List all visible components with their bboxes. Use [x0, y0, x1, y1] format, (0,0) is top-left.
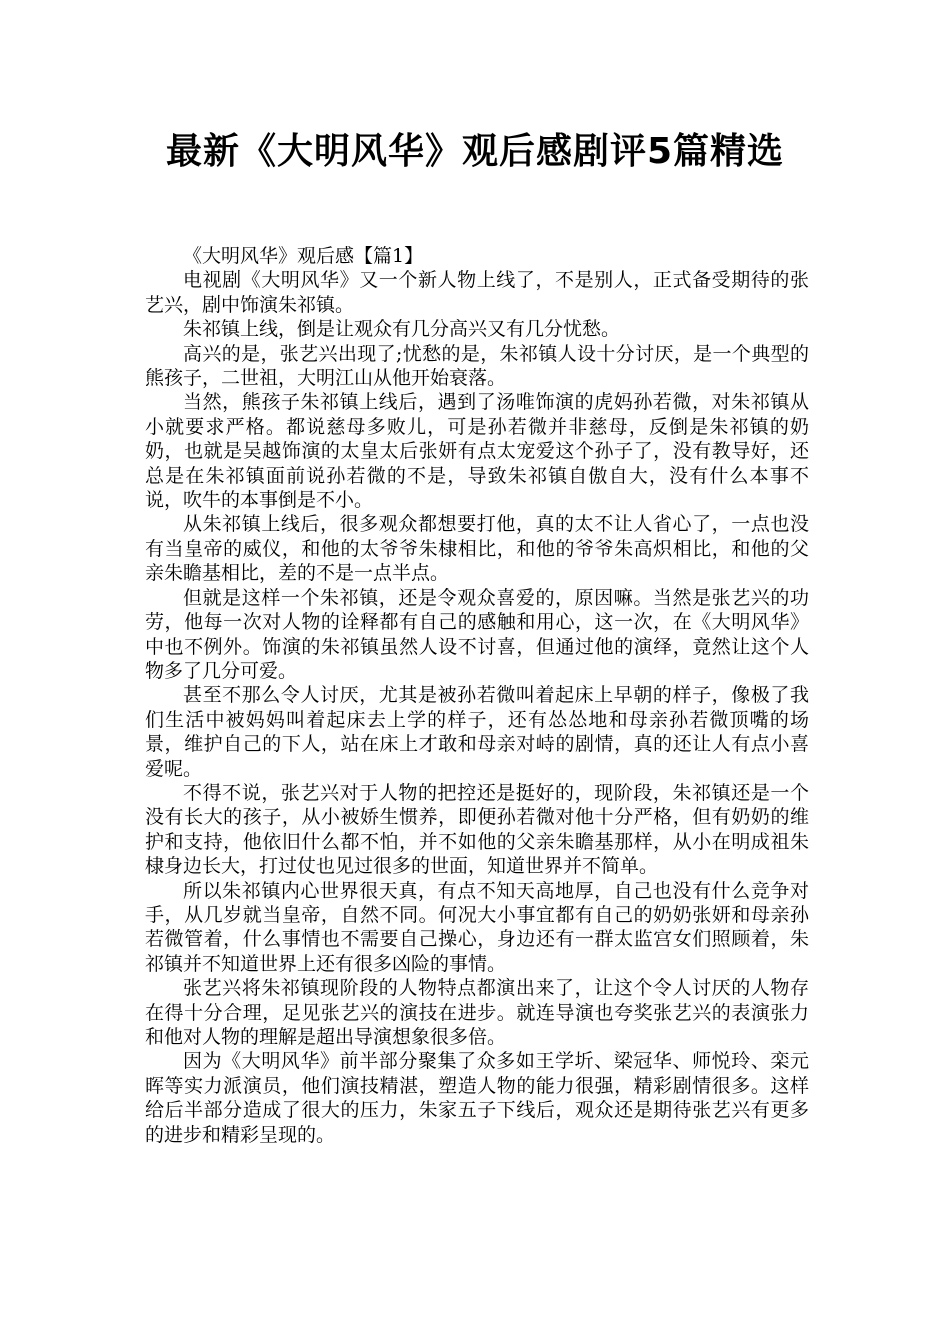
paragraph: 所以朱祁镇内心世界很天真，有点不知天高地厚，自己也没有什么竞争对手，从几岁就当皇帝，自然不同。何况大小事宜都有自己的奶奶张妍和母亲孙若微管着，什么事情也不需要自己操心，身边还有一群太监宫女们照顾着，朱祁镇并不知道世界上还有很多凶险的事情。 — [145, 879, 809, 975]
paragraph: 从朱祁镇上线后，很多观众都想要打他，真的太不让人省心了，一点也没有当皇帝的威仪，和他的太爷爷朱棣相比，和他的爷爷朱高炽相比，和他的父亲朱瞻基相比，差的不是一点半点。 — [145, 513, 809, 585]
paragraph: 朱祁镇上线，倒是让观众有几分高兴又有几分忧愁。 — [183, 318, 621, 341]
paragraph: 但就是这样一个朱祁镇，还是令观众喜爱的，原因嘛。当然是张艺兴的功劳，他每一次对人物的诠释都有自己的感触和用心，这一次，在《大明风华》中也不例外。饰演的朱祁镇虽然人设不讨喜，但通过他的演绎，竟然让这个人物多了几分可爱。 — [145, 586, 809, 682]
paragraph: 当然，熊孩子朱祁镇上线后，遇到了汤唯饰演的虎妈孙若微，对朱祁镇从小就要求严格。都说慈母多败儿，可是孙若微并非慈母，反倒是朱祁镇的奶奶，也就是吴越饰演的太皇太后张妍有点太宠爱这个孙子了，没有教导好，还总是在朱祁镇面前说孙若微的不是，导致朱祁镇自傲自大，没有什么本事不说，吹牛的本事倒是不小。 — [145, 391, 809, 512]
paragraph: 张艺兴将朱祁镇现阶段的人物特点都演出来了，让这个令人讨厌的人物存在得十分合理，足见张艺兴的演技在进步。就连导演也夸奖张艺兴的表演张力和他对人物的理解是超出导演想象很多倍。 — [145, 977, 809, 1048]
document-body — [145, 244, 809, 1147]
paragraph: 甚至不那么令人讨厌，尤其是被孙若微叫着起床上早朝的样子，像极了我们生活中被妈妈叫着起床去上学的样子，还有怂怂地和母亲孙若微顶嘴的场景，维护自己的下人，站在床上才敢和母亲对峙的剧情，真的还让人有点小喜爱呢。 — [145, 684, 809, 780]
paragraph: 高兴的是，张艺兴出现了;忧愁的是，朱祁镇人设十分讨厌，是一个典型的熊孩子，二世祖，大明江山从他开始衰落。 — [145, 342, 809, 390]
paragraph: 因为《大明风华》前半部分聚集了众多如王学圻、梁冠华、师悦玲、栾元晖等实力派演员，他们演技精湛，塑造人物的能力很强，精彩剧情很多。这样给后半部分造成了很大的压力，朱家五子下线后，观众还是期待张艺兴有更多的进步和精彩呈现的。 — [145, 1050, 809, 1146]
paragraph: 电视剧《大明风华》又一个新人物上线了，不是别人，正式备受期待的张艺兴，剧中饰演朱祁镇。 — [145, 269, 809, 316]
document-title: 最新《大明风华》观后感剧评5篇精选 — [165, 131, 785, 172]
section-heading: 《大明风华》观后感【篇1】 — [183, 245, 424, 267]
paragraph: 不得不说，张艺兴对于人物的把控还是挺好的，现阶段，朱祁镇还是一个没有长大的孩子，从小被娇生惯养，即便孙若微对他十分严格，但有奶奶的维护和支持，他依旧什么都不怕，并不如他的父亲朱瞻基那样，从小在明成祖朱棣身边长大，打过仗也见过很多的世面，知道世界并不简单。 — [145, 781, 809, 878]
